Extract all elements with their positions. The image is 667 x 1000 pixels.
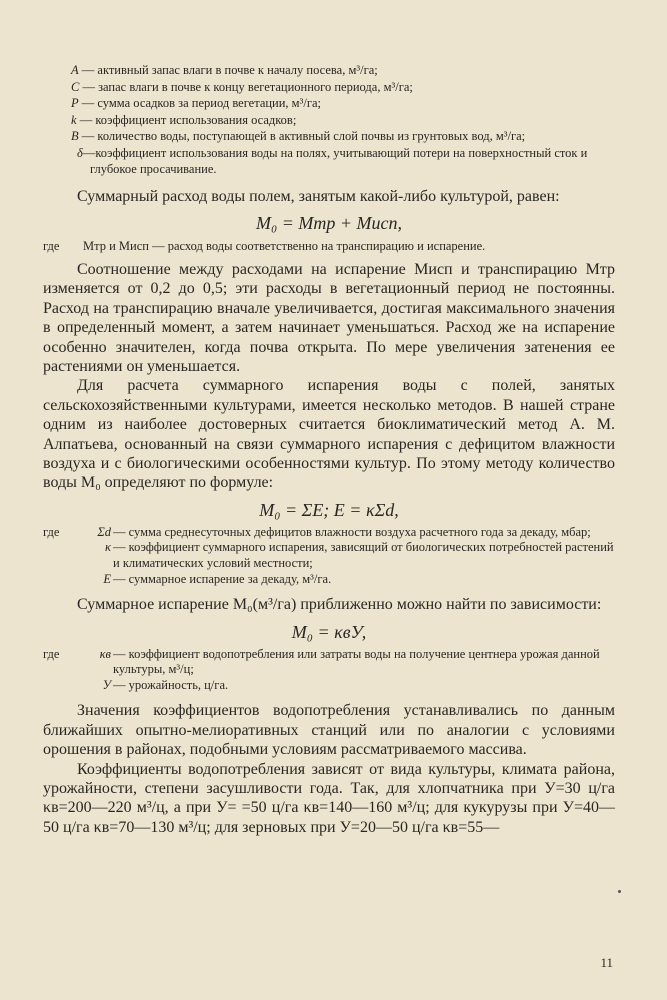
page-number: 11 [600,955,613,970]
definition-item: B — количество воды, поступающей в активный слой почвы из грунтовых вод, м³/га; [71,129,526,143]
formula: M₀ = Mтр + Mисп, [255,212,403,233]
paragraph: Значения коэффициентов водопотребления устанавливались по данным ближайших опытно-мелиоративных станций или по аналогии с условиями орошения в районах, подобными условиям рассматриваемого массива. [43,702,615,759]
where-clause: где κв — коэффициент водопотребления или затраты воды на получение центнера урожая данной культуры, м³/ц; У — урожайность, ц/га. [43,646,600,692]
formula: M₀ = κвУ, [291,621,367,642]
print-speck [618,890,621,893]
definition-item: k — коэффициент использования осадков; [71,112,297,127]
paragraph: Коэффициенты водопотребления зависят от вида культуры, климата района, урожайности, степени засушливости года. Так, для хлопчатника при У=30 ц/га κв=200—220 м³/ц, а при У= =50 ц/га κв=140—160 м³/ц; для кукурузы при У=40—50 ц/га κв=70—130 м³/ц; для зерновых при У=20—50 ц/га κв=55— [43,760,615,836]
formula: M₀ = ΣE; E = κΣd, [259,499,399,520]
definition-item: C — запас влаги в почве к концу вегетационного периода, м³/га; [71,79,413,94]
where-clause: где Mтр и Mисп — расход воды соответственно на транспирацию и испарение. [43,238,486,253]
definition-item: P — сумма осадков за период вегетации, м³/га; [71,96,321,110]
paragraph: Суммарное испарение M₀(м³/га) приближенно можно найти по зависимости: [77,596,602,614]
paragraph: Соотношение между расходами на испарение Mисп и транспирацию Mтр изменяется от 0,2 до 0,5; эти расходы в вегетационный период не постоянны. Расход на транспирацию вначале увеличивается, достигая максимального значения в определенный момент, а затем начинает уменьшаться. Расход же на испарение особенно значителен, когда почва открыта. По мере увеличения затенения ее растениями он уменьшается. [43,260,615,375]
where-clause: где Σd — сумма среднесуточных дефицитов влажности воздуха расчетного года за декаду, мбар; κ — коэффициент суммарного испарения, зависящий от биологических потребностей растений и климатических условий местности; E — суммарное испарение за декаду, м³/га. [43,524,614,586]
definition-item: δ—коэффициент использования воды на полях, учитывающий потери на поверхностный сток и глубокое просачивание. [77,145,588,176]
paragraph: Суммарный расход воды полем, занятым какой-либо культурой, равен: [77,187,560,205]
paragraph: Для расчета суммарного испарения воды с полей, занятых сельскохозяйственными культурами, имеется несколько методов. В нашей стране одним из наиболее достоверных считается биоклиматический метод А. М. Алпатьева, основанный на связи суммарного испарения с дефицитом влажности воздуха и с биологическими особенностями культур. По этому методу количество воды M₀ определяют по формуле: [43,377,615,492]
definitions-list [71,62,615,178]
definition-item: A — активный запас влаги в почве к началу посева, м³/га; [71,63,378,77]
